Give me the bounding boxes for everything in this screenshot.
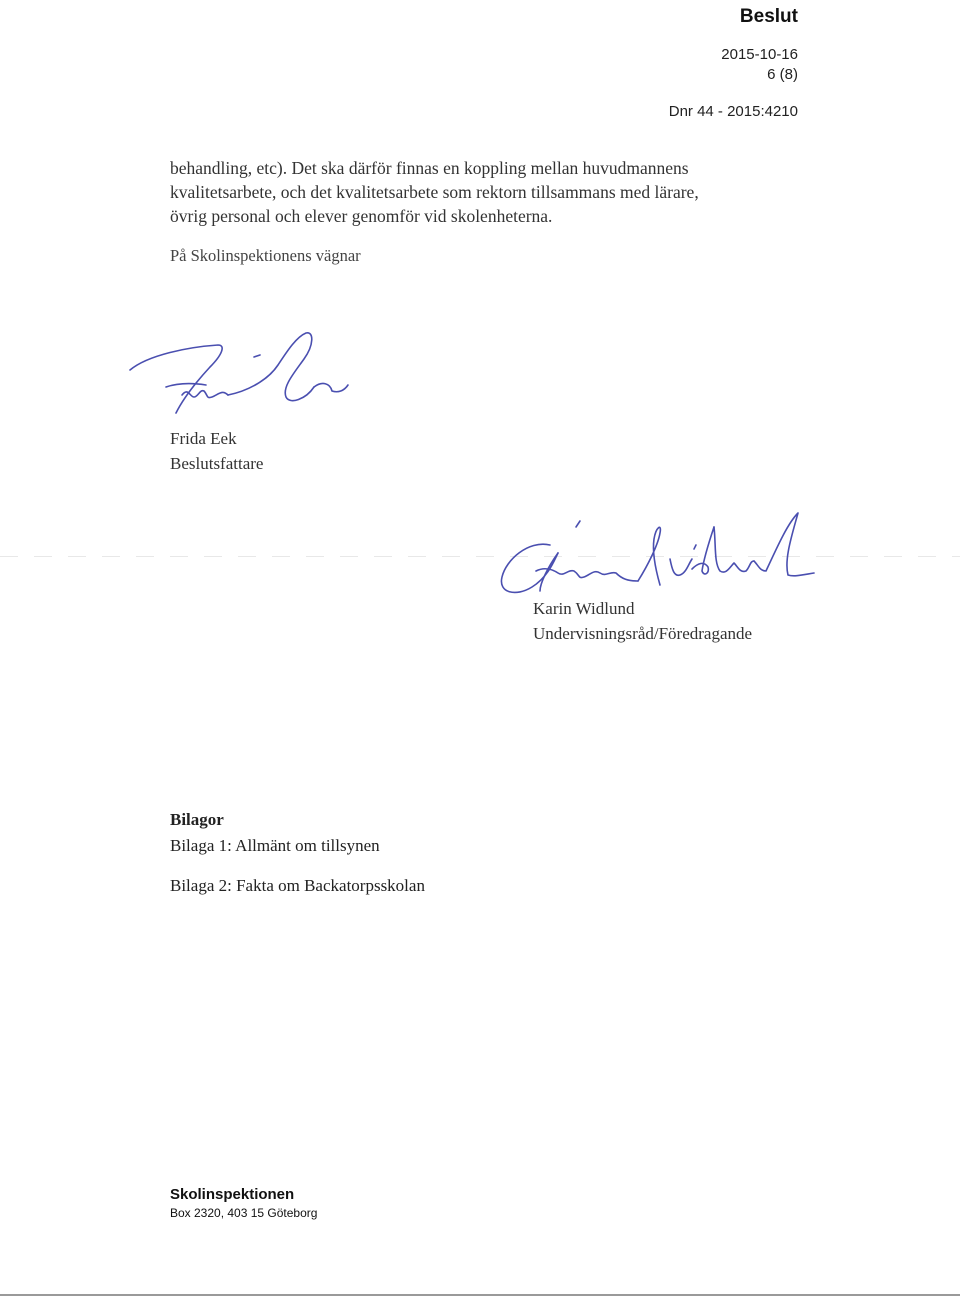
body-paragraph: [170, 156, 790, 228]
scan-edge-line: [0, 1294, 960, 1296]
document-date: 2015-10-16: [721, 46, 798, 63]
attachment-item: Bilaga 1: Allmänt om tillsynen: [170, 836, 380, 855]
body-line: övrig personal och elever genomför vid skolenheterna.: [170, 206, 553, 226]
attachment-item: Bilaga 2: Fakta om Backatorpsskolan: [170, 876, 425, 895]
case-number: Dnr 44 - 2015:4210: [668, 103, 798, 120]
document-type: Beslut: [739, 6, 798, 27]
body-line: behandling, etc). Det ska därför finnas en koppling mellan huvudmannens: [170, 158, 689, 178]
page-number: 6 (8): [767, 66, 798, 83]
signer-name: Frida Eek: [170, 429, 237, 448]
closing-phrase: På Skolinspektionens vägnar: [170, 246, 361, 265]
attachments-heading: Bilagor: [170, 810, 224, 829]
footer-organization: Skolinspektionen: [170, 1186, 295, 1203]
signer-name: Karin Widlund: [533, 599, 635, 618]
body-line: kvalitetsarbete, och det kvalitetsarbete som rektorn tillsammans med lärare,: [170, 182, 699, 202]
footer-address: Box 2320, 403 15 Göteborg: [170, 1206, 318, 1220]
signature-karin-widlund: [488, 505, 818, 610]
signature-frida-eek: [118, 325, 368, 435]
signer-role: Beslutsfattare: [170, 454, 264, 473]
signer-role: Undervisningsråd/Föredragande: [533, 624, 753, 643]
